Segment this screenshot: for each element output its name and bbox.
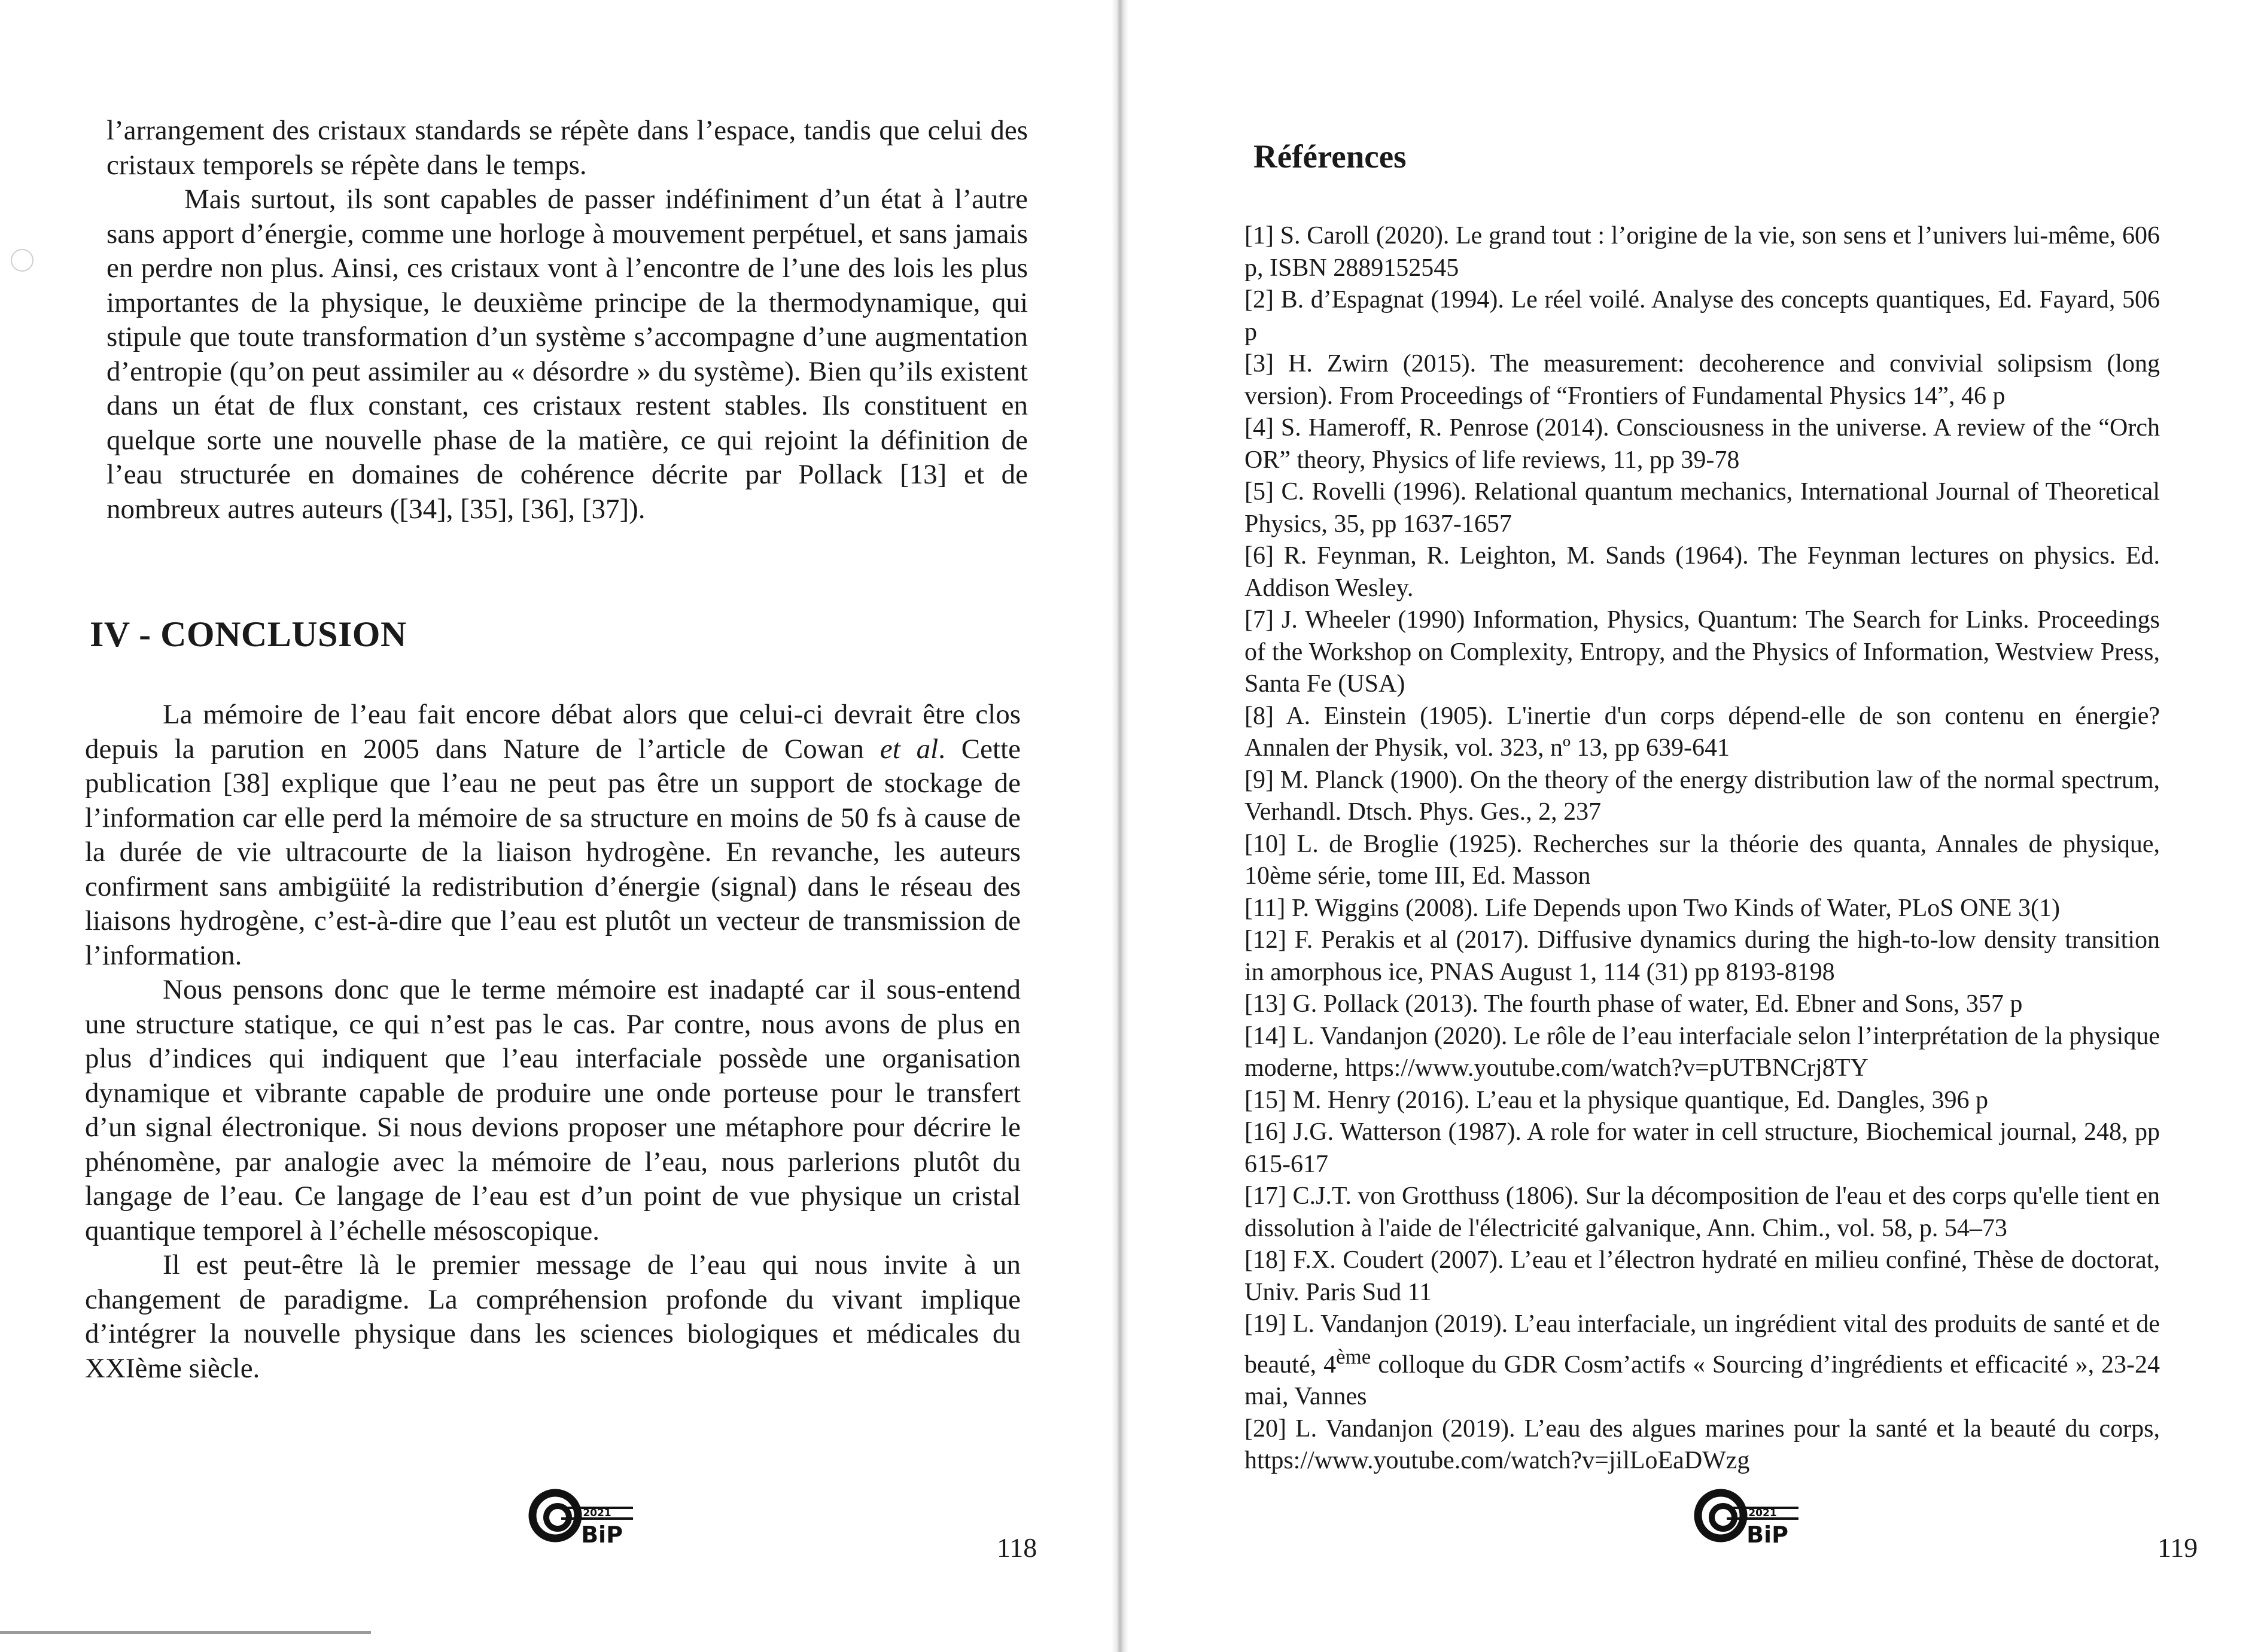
reference-text-run: colloque du GDR Cosm’actifs « Sourcing d’ingrédients et efficacité », 23-24 mai, Vannes xyxy=(1244,1350,2160,1410)
references-heading: Références xyxy=(1253,138,1407,175)
reference-item: [14] L. Vandanjon (2020). Le rôle de l’eau interfaciale selon l’interprétation de la physique moderne, https://www.youtube.com/watch?v=pUTBNCrj8TY xyxy=(1244,1022,2160,1082)
left-page xyxy=(0,0,1119,1652)
conclusion-text xyxy=(85,698,1021,1386)
reference-item: [16] J.G. Watterson (1987). A role for water in cell structure, Biochemical journal, 248, pp 615-617 xyxy=(1244,1118,2160,1178)
reference-item: [4] S. Hameroff, R. Penrose (2014). Consciousness in the universe. A review of the “Orch OR” theory, Physics of life reviews, 11, pp 39-78 xyxy=(1244,414,2160,474)
reference-item: [11] P. Wiggins (2008). Life Depends upon Two Kinds of Water, PLoS ONE 3(1) xyxy=(1244,894,2060,922)
reference-item: [13] G. Pollack (2013). The fourth phase of water, Ed. Ebner and Sons, 357 p xyxy=(1244,990,2023,1018)
bip-logo-icon xyxy=(527,1483,646,1548)
reference-item: [3] H. Zwirn (2015). The measurement: decoherence and convivial solipsism (long version). From Proceedings of “Frontiers of Fundamental Physics 14”, 46 p xyxy=(1244,350,2160,410)
reference-item: [17] C.J.T. von Grotthuss (1806). Sur la décomposition de l'eau et des corps qu'elle tient en dissolution à l'aide de l'électricité galvanique, Ann. Chim., vol. 58, p. 54–73 xyxy=(1244,1182,2160,1242)
intro-text xyxy=(106,114,1028,527)
reference-item: [9] M. Planck (1900). On the theory of the energy distribution law of the normal spectrum, Verhandl. Dtsch. Phys. Ges., 2, 237 xyxy=(1244,766,2160,826)
logo-year: 2021 xyxy=(583,1507,611,1519)
reference-item: [20] L. Vandanjon (2019). L’eau des algues marines pour la santé et la beauté du corps, https://www.youtube.com/watch?v=jilLoEaDWzg xyxy=(1244,1414,2160,1474)
superscript-ordinal: ème xyxy=(1336,1344,1371,1368)
logo-text: BiP xyxy=(581,1522,623,1548)
reference-item: [8] A. Einstein (1905). L'inertie d'un corps dépend-elle de son contenu en énergie? Annalen der Physik, vol. 323, nº 13, pp 639-641 xyxy=(1244,702,2160,762)
reference-text-run: [19] L. Vandanjon (2019). L’eau interfaciale, un ingrédient vital des produits de santé et de beauté, 4 xyxy=(1244,1310,2160,1379)
logo-text: BiP xyxy=(1746,1522,1788,1548)
intro-paragraph: Mais surtout, ils sont capables de passer indéfiniment d’un état à l’autre sans apport d’énergie, comme une horloge à mouvement perpétuel, et sans jamais en perdre non plus. Ainsi, ces cristaux vont à l’encontre de l’une des lois les plus importantes de la physique, le deuxième principe de la thermodynamique, qui stipule que toute transformation d’un système s’accompagne d’une augmentation d’entropie (qu’on peut assimiler au « désordre » du système). Bien qu’ils existent dans un état de flux constant, ces cristaux restent stables. Ils constituent en quelque sorte une nouvelle phase de la matière, ce qui rejoint la définition de l’eau structurée en domaines de cohérence décrite par Pollack [13] et de nombreux autres auteurs ([34], [35], [36], [37]). xyxy=(106,184,1028,525)
reference-item: [10] L. de Broglie (1925). Recherches sur la théorie des quanta, Annales de physique, 10ème série, tome III, Ed. Masson xyxy=(1244,830,2160,890)
reference-item: [15] M. Henry (2016). L’eau et la physique quantique, Ed. Dangles, 396 p xyxy=(1244,1086,1988,1114)
bip-logo xyxy=(1692,1483,1812,1548)
logo-year: 2021 xyxy=(1748,1507,1777,1519)
reference-item: [1] S. Caroll (2020). Le grand tout : l’origine de la vie, son sens et l’univers lui-même, 606 p, ISBN 2889152545 xyxy=(1244,222,2160,282)
reference-item: [2] B. d’Espagnat (1994). Le réel voilé. Analyse des concepts quantiques, Ed. Fayard, 506 p xyxy=(1244,286,2160,346)
section-heading-conclusion: IV - CONCLUSION xyxy=(90,614,407,654)
conclusion-paragraph-2: Nous pensons donc que le terme mémoire est inadapté car il sous-entend une structure statique, ce qui n’est pas le cas. Par contre, nous avons de plus en plus d’indices qui indiquent que l’eau interfaciale possède une organisation dynamique et vibrante capable de produire une onde porteuse pour le transfert d’un signal électronique. Si nous devions proposer une métaphore pour décrire le phénomène, par analogie avec la mémoire de l’eau, nous parlerions plutôt du langage de l’eau. Ce langage de l’eau est d’un point de vue physique un cristal quantique temporel à l’échelle mésoscopique. xyxy=(85,974,1021,1246)
conclusion-paragraph-3: Il est peut-être là le premier message de l’eau qui nous invite à un changement de paradigme. La compréhension profonde du vivant implique d’intégrer la nouvelle physique dans les sciences biologiques et médicales du XXIème siècle. xyxy=(85,1249,1021,1384)
conclusion-paragraph-1 xyxy=(85,698,1021,973)
et-al-italic: et al xyxy=(880,733,939,765)
conclusion-text-run: . Cette publication [38] explique que l’eau ne peut pas être un support de stockage de l’information car elle perd la mémoire de sa structure en moins de 50 fs à cause de la durée de vie ultracourte de la liaison hydrogène. En revanche, les auteurs confirment sans ambigüité la redistribution d’énergie (signal) dans le réseau des liaisons hydrogène, c’est-à-dire que l’eau est plutôt un vecteur de transmission de l’information. xyxy=(85,733,1021,971)
intro-paragraph: l’arrangement des cristaux standards se répète dans l’espace, tandis que celui des cristaux temporels se répète dans le temps. xyxy=(106,115,1028,181)
conclusion-text-run: La mémoire de l’eau fait encore débat alors que celui-ci devrait être clos depuis la parution en 2005 dans Nature de l’article de Cowan xyxy=(85,699,1021,765)
reference-item: [5] C. Rovelli (1996). Relational quantum mechanics, International Journal of Theoretical Physics, 35, pp 1637-1657 xyxy=(1244,478,2160,538)
bip-logo-icon xyxy=(1692,1483,1812,1548)
reference-item: [7] J. Wheeler (1990) Information, Physics, Quantum: The Search for Links. Proceedings of the Workshop on Complexity, Entropy, and the Physics of Information, Westview Press, Santa Fe (USA) xyxy=(1244,606,2160,698)
page-number: 119 xyxy=(2157,1532,2198,1563)
references-list xyxy=(1244,220,2160,1477)
reference-item-19 xyxy=(1244,1309,2160,1413)
page-number: 118 xyxy=(997,1532,1037,1563)
reference-item: [6] R. Feynman, R. Leighton, M. Sands (1964). The Feynman lectures on physics. Ed. Addison Wesley. xyxy=(1244,542,2160,602)
reference-item: [18] F.X. Coudert (2007). L’eau et l’électron hydraté en milieu confiné, Thèse de doctorat, Univ. Paris Sud 11 xyxy=(1244,1246,2160,1306)
reference-item: [12] F. Perakis et al (2017). Diffusive dynamics during the high-to-low density transition in amorphous ice, PNAS August 1, 114 (31) pp 8193-8198 xyxy=(1244,926,2160,986)
bip-logo xyxy=(527,1483,646,1548)
